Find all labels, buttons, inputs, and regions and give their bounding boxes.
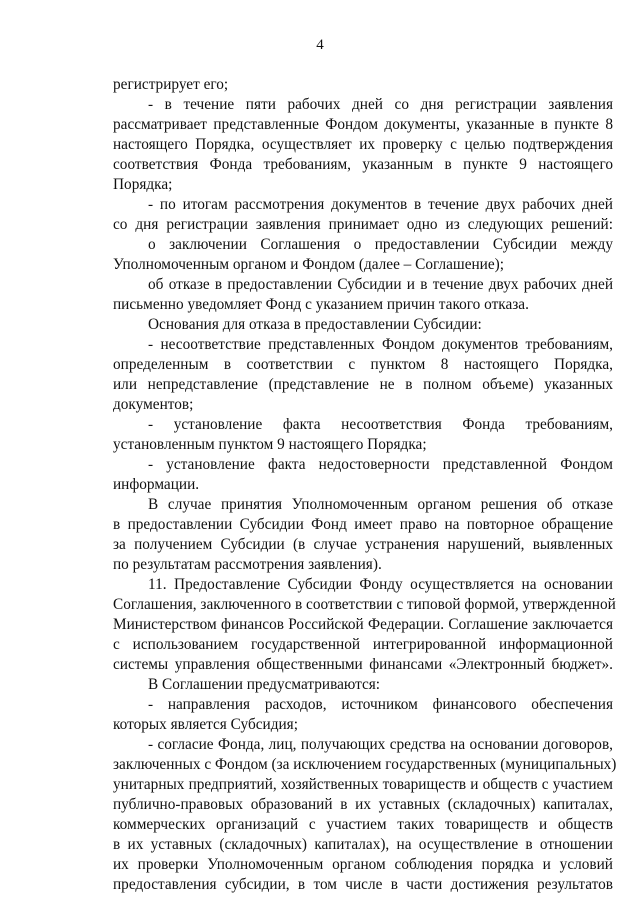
text-line: коммерческих организаций с участием таких товариществ и обществ bbox=[113, 816, 613, 833]
text-line: в их уставных (складочных) капиталах), на осуществление в отношении bbox=[113, 836, 613, 853]
text-line: Министерством финансов Российской Федерации. Соглашение заключается bbox=[113, 616, 613, 633]
text-line: со дня регистрации заявления принимает одно из следующих решений: bbox=[113, 216, 613, 233]
text-line: установленным пунктом 9 настоящего Порядка; bbox=[113, 436, 427, 453]
text-line: публично-правовых образований в их уставных (складочных) капиталах, bbox=[113, 796, 613, 813]
text-line: Уполномоченным органом и Фондом (далее – Соглашение); bbox=[113, 256, 505, 273]
text-line: системы управления общественными финансами «Электронный бюджет». bbox=[113, 656, 613, 673]
text-line: в предоставлении Субсидии Фонд имеет право на повторное обращение bbox=[113, 516, 613, 533]
text-line: Соглашения, заключенного в соответствии с типовой формой, утвержденной bbox=[113, 596, 616, 613]
text-line: - установление факта недостоверности представленной Фондом bbox=[148, 456, 613, 473]
text-line: об отказе в предоставлении Субсидии и в течение двух рабочих дней bbox=[148, 276, 613, 293]
text-line: В Соглашении предусматриваются: bbox=[148, 676, 381, 693]
text-line: за получением Субсидии (в случае устранения нарушений, выявленных bbox=[113, 536, 613, 553]
text-line: регистрирует его; bbox=[113, 76, 229, 93]
text-line: или непредставление (представление не в полном объеме) указанных bbox=[113, 376, 613, 393]
text-line: заключенных с Фондом (за исключением государственных (муниципальных) bbox=[113, 756, 617, 773]
text-line: рассматривает представленные Фондом документы, указанные в пункте 8 bbox=[113, 116, 613, 133]
text-line: которых является Субсидия; bbox=[113, 716, 298, 733]
page-number: 4 bbox=[316, 37, 324, 53]
text-line: - несоответствие представленных Фондом документов требованиям, bbox=[148, 336, 613, 353]
text-line: соответствия Фонда требованиям, указанным в пункте 9 настоящего bbox=[113, 156, 613, 173]
text-line: предоставления субсидии, в том числе в части достижения результатов bbox=[113, 876, 613, 893]
text-line: - направления расходов, источником финансового обеспечения bbox=[148, 696, 613, 713]
text-line: письменно уведомляет Фонд с указанием причин такого отказа. bbox=[113, 296, 529, 313]
text-line: Основания для отказа в предоставлении Субсидии: bbox=[148, 316, 482, 333]
text-line: Порядка; bbox=[113, 176, 173, 193]
text-line: - установление факта несоответствия Фонда требованиям, bbox=[148, 416, 613, 433]
text-line: - по итогам рассмотрения документов в течение двух рабочих дней bbox=[148, 196, 613, 213]
text-line: определенным в соответствии с пунктом 8 настоящего Порядка, bbox=[113, 356, 613, 373]
text-line: В случае принятия Уполномоченным органом решения об отказе bbox=[148, 496, 613, 513]
text-line: о заключении Соглашения о предоставлении Субсидии между bbox=[148, 236, 613, 253]
text-line: - в течение пяти рабочих дней со дня регистрации заявления bbox=[148, 96, 613, 113]
text-line: информации. bbox=[113, 476, 200, 493]
text-line: документов; bbox=[113, 396, 194, 413]
text-line: унитарных предприятий, хозяйственных товариществ и обществ с участием bbox=[113, 776, 613, 793]
text-line: - согласие Фонда, лиц, получающих средства на основании договоров, bbox=[148, 736, 613, 753]
text-line: настоящего Порядка, осуществляет их проверку с целью подтверждения bbox=[113, 136, 613, 153]
text-line: 11. Предоставление Субсидии Фонду осуществляется на основании bbox=[148, 576, 613, 593]
text-line: по результатам рассмотрения заявления). bbox=[113, 556, 382, 573]
text-line: их проверки Уполномоченным органом соблюдения порядка и условий bbox=[113, 856, 613, 873]
text-line: с использованием государственной интегрированной информационной bbox=[113, 636, 613, 653]
